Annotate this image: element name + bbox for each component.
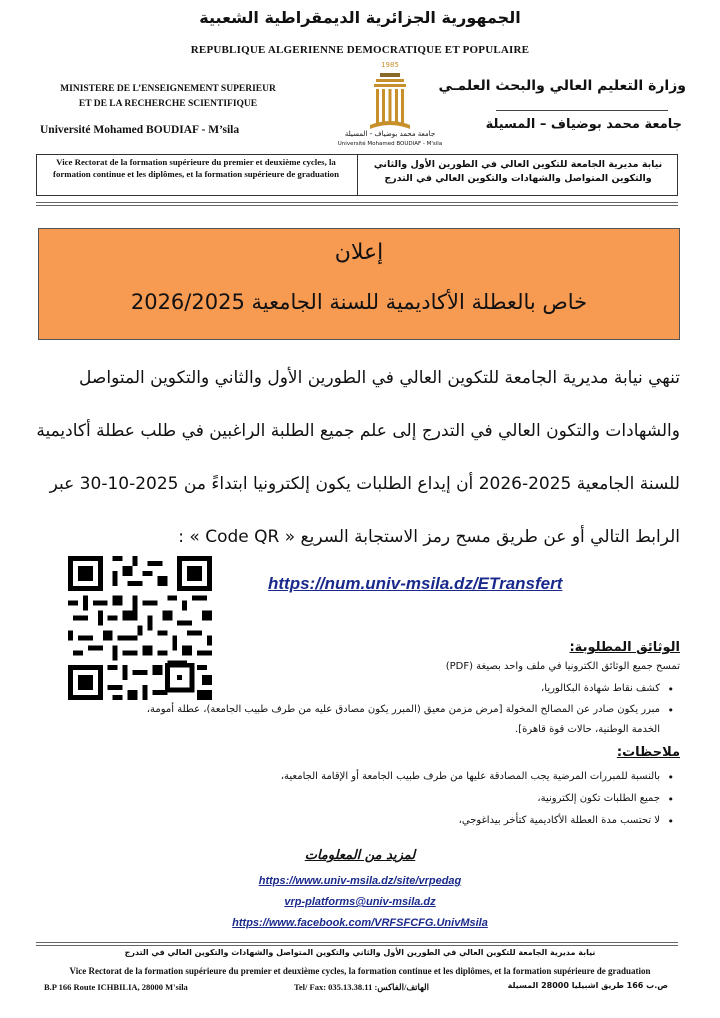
body-line-2: والشهادات والتكون العالي في التدرج إلى علم جميع الطلبة الراغبين في طلب عطلة أكاديمية xyxy=(36,421,680,441)
vice-rectorate-ar xyxy=(362,158,674,186)
ministry-ar-underline xyxy=(496,110,668,111)
documents-item-2-cont: الخدمة الوطنية، حالات قوة قاهرة]. xyxy=(514,724,660,735)
info-link-facebook[interactable]: https://www.facebook.com/VRFSFCFG.UnivMsila xyxy=(232,917,488,929)
ministry-ar: وزارة التعليم العالي والبحث العلمـي xyxy=(438,78,686,94)
footer-tel: Tel/ Fax: 035.13.38.11 :الهاتف/الفاكس xyxy=(294,982,429,992)
ministry-fr-line2: ET DE LA RECHERCHE SCIENTIFIQUE xyxy=(78,99,258,109)
vice-rectorate-ar-line2: والتكوين المتواصل والشهادات والتكوين العالي في التدرج xyxy=(384,173,652,184)
footer-address-ar: ص.ب 166 طريق اشبيليا 28000 المسيلة xyxy=(507,981,668,990)
footer-rule-2 xyxy=(36,945,678,946)
footer-ar: نيابة مديرية الجامعة للتكوين العالي في الطورين الأول والثاني والتكوين المتواصل والشهادات والتكوين العالي في التدرج xyxy=(124,948,596,957)
university-name-ar: جامعة محمد بوضياف – المسيلة xyxy=(485,117,682,132)
ministry-fr xyxy=(28,82,308,112)
info-link-website[interactable]: https://www.univ-msila.dz/site/vrpedag xyxy=(258,875,462,887)
documents-intro: تمسح جميع الوثائق الكترونيا في ملف واحد بصيغة (PDF) xyxy=(445,661,680,672)
documents-heading: الوثائق المطلوبة: xyxy=(569,640,680,655)
notes-item-1: بالنسبة للمبررات المرضية يجب المصادقة عليها من طرف طبيب الجامعة أو الإقامة الجامعية، • xyxy=(281,771,680,782)
university-name-fr: Université Mohamed BOUDIAF - M’sila xyxy=(40,124,240,136)
ministry-fr-line1: MINISTERE DE L’ENSEIGNEMENT SUPERIEUR xyxy=(60,84,276,94)
logo-year: 1985 xyxy=(381,61,399,69)
body-line-4: الرابط التالي أو عن طريق مسح رمز الاستجابة السريع « Code QR » : xyxy=(178,527,680,547)
notes-item-2: جميع الطلبات تكون إلكترونية، • xyxy=(537,793,680,804)
logo-name-fr: Université Mohamed BOUDIAF - M'sila xyxy=(337,141,443,147)
info-link-email[interactable]: vrp-platforms@univ-msila.dz xyxy=(284,896,436,908)
header-rule-2 xyxy=(36,205,678,206)
logo-name-ar: جامعة محمد بوضياف - المسيلة xyxy=(344,130,436,138)
notes-heading: ملاحظات: xyxy=(616,745,680,760)
documents-item-2: مبرر يكون صادر عن المصالح المخولة [مرض مزمن معيق (المبرر يكون مصادق عليه من طرف طبيب الجامعة)، عطلة أمومة، • xyxy=(147,704,680,715)
republic-title-ar: الجمهورية الجزائرية الديمقراطية الشعبية xyxy=(199,8,521,27)
footer-fr: Vice Rectorat de la formation supérieure du premier et deuxième cycles, la formation continue et les diplômes, et la formation supérieure de graduation xyxy=(69,966,651,976)
vice-rectorate-fr: Vice Rectorat de la formation supérieure du premier et deuxième cycles, la formation continue et les diplômes, et la formation supérieure de graduation xyxy=(53,157,339,179)
footer-rule-1 xyxy=(36,942,678,943)
qr-code[interactable] xyxy=(60,556,220,700)
notes-item-3: لا تحتسب مدة العطلة الأكاديمية كتأخر بيداغوجي، • xyxy=(459,815,680,826)
announcement-subtitle: خاص بالعطلة الأكاديمية للسنة الجامعية 2026/2025 xyxy=(130,290,588,314)
announcement-title: إعلان xyxy=(334,240,384,265)
body-line-3: للسنة الجامعية 2025-2026 أن إيداع الطلبات يكون إلكترونيا ابتداءً من 2025-10-30 عبر xyxy=(49,474,680,494)
body-line-1: تنهي نيابة مديرية الجامعة للتكوين العالي في الطورين الأول والثاني والتكوين المتواصل xyxy=(79,368,680,388)
more-info-heading: لمزيد من المعلومات xyxy=(304,848,416,863)
footer-address-fr: B.P 166 Route ICHBILIA, 28000 M'sila xyxy=(44,982,188,992)
vice-rectorate-divider xyxy=(357,154,358,196)
vice-rectorate-ar-line1: نيابة مديرية الجامعة للتكوين العالي في الطورين الأول والثاني xyxy=(373,159,663,170)
documents-item-1: كشف نقاط شهادة البكالوريا، • xyxy=(541,683,680,694)
header-rule-1 xyxy=(36,202,678,203)
application-link[interactable]: https://num.univ-msila.dz/ETransfert xyxy=(268,574,563,593)
republic-title-fr: REPUBLIQUE ALGERIENNE DEMOCRATIQUE ET POPULAIRE xyxy=(190,44,530,56)
